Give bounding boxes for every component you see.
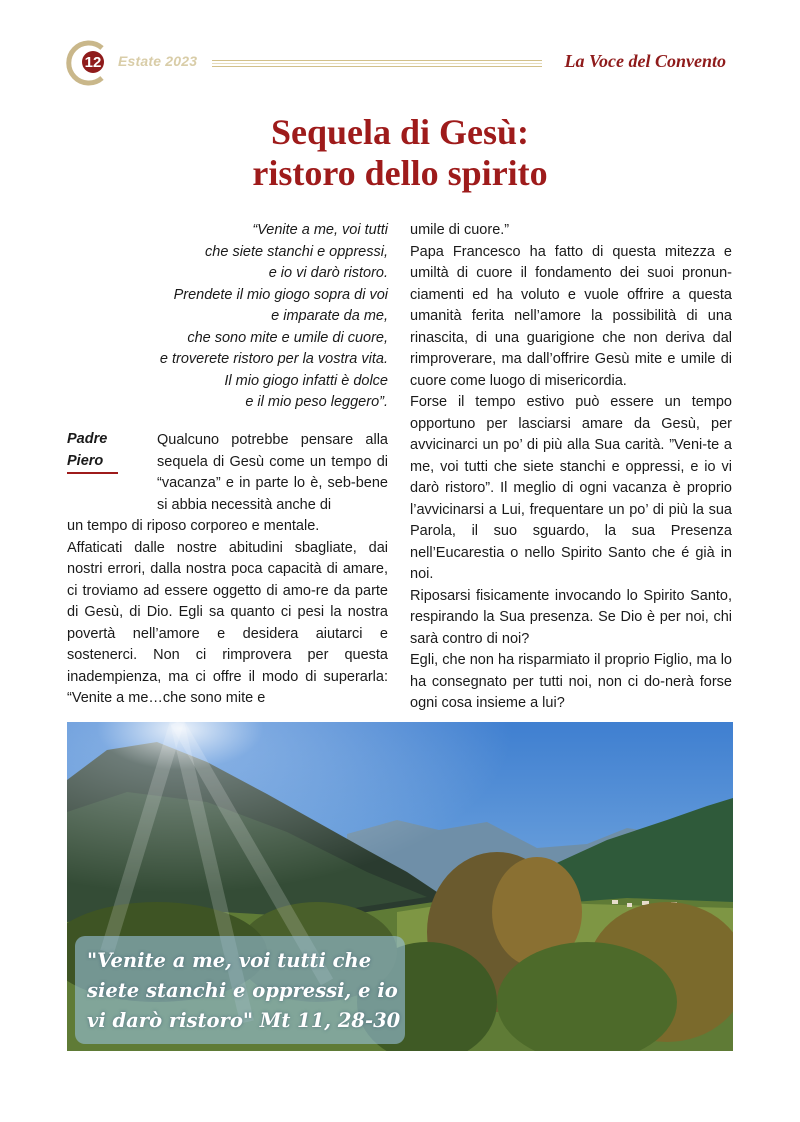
- epigraph-line: e imparate da me,: [271, 308, 388, 324]
- article-title-line-2: ristoro dello spirito: [252, 153, 548, 194]
- epigraph-line: e io vi darò ristoro.: [268, 265, 388, 281]
- body-paragraph: Papa Francesco ha fatto di questa mitezza e umiltà di cuore il fondamento dei suoi pronun-ciamenti ed ha voluto e vuole offrire a questa umanità ferita nell’amore la possibilità di una rinascita, di una guarigione che non deriva dal rimproverare, ma dall’offrire Gesù mite e umile di cuore come luogo di misericordia.: [410, 243, 732, 389]
- body-paragraph: Affaticati dalle nostre abitudini sbagliate, dai nostri errori, dalla nostra poca capacità di amare, ci troviamo ad essere oggetto di amo-re da parte di Gesù, di Dio. Egli sa quanto ci pesi la nostra povertà nell’amore e desidera aiutarci e sostenerci. Non ci rimprovera per questa inadempienza, ma ci offre il modo di superarla: “Venite a me…che sono mite e: [67, 539, 388, 706]
- photo-caption-box: [75, 936, 405, 1044]
- body-paragraph: Egli, che non ha risparmiato il proprio Figlio, ma lo ha consegnato per tutti noi, non ci do-nerà forse ogni cosa insieme a lui?: [410, 652, 732, 711]
- body-paragraph: Forse il tempo estivo può essere un tempo opportuno per lasciarsi amare da Gesù, per avvicinarci un po’ di più alla Sua carità. ”Veni-te a me, voi tutti che siete stanchi e oppressi, e io vi darò ristoro”. Il meglio di ogni vacanza è proprio l’avvicinarsi a Lui, frequentare un po’ di più la sua Parola, il suo sguardo, la sua Presenza nell’Eucarestia o nello Spirito Santo che é già in noi.: [410, 394, 732, 582]
- epigraph-line: che sono mite e umile di cuore,: [187, 329, 388, 346]
- mountain-landscape-photo: [67, 722, 733, 1051]
- left-column: [67, 516, 388, 710]
- epigraph-line: e troverete ristoro per la vostra vita.: [159, 351, 388, 367]
- article-title-line-1: Sequela di Gesù:: [270, 112, 530, 152]
- magazine-name: La Voce del Convento: [564, 51, 726, 71]
- epigraph-line: Il mio giogo infatti è dolce: [224, 372, 388, 389]
- intro-paragraph: [157, 430, 388, 516]
- right-column: [410, 220, 732, 715]
- issue-label: Estate 2023: [118, 53, 198, 69]
- intro-text: Qualcuno potrebbe pensare alla sequela di Gesù come un tempo di “vacanza” e in parte lo è, seb-bene si abbia necessità anche di: [157, 432, 388, 513]
- header-divider: [212, 60, 542, 67]
- author-underline: [67, 472, 118, 474]
- body-paragraph: umile di cuore.”: [410, 222, 510, 238]
- page-number: 12: [84, 54, 102, 71]
- photo-caption-line: "Venite a me, voi tutti che: [87, 949, 372, 972]
- body-paragraph: Riposarsi fisicamente invocando lo Spirito Santo, respirando la Sua presenza. Se Dio è per noi, chi sarà contro di noi?: [410, 587, 732, 647]
- photo-caption-line: siete stanchi e oppressi, e io: [87, 979, 398, 1002]
- author-name: Padre Piero: [67, 431, 108, 469]
- photo-caption-line: vi darò ristoro" Mt 11, 28-30: [87, 1009, 401, 1032]
- epigraph-line: che siete stanchi e oppressi,: [205, 243, 388, 260]
- epigraph-line: e il mio peso leggero”.: [245, 394, 388, 410]
- body-paragraph: un tempo di riposo corporeo e mentale.: [67, 518, 320, 534]
- epigraph-line: Prendete il mio giogo sopra di voi: [173, 286, 388, 303]
- article-title: [100, 112, 700, 195]
- epigraph-line: “Venite a me, voi tutti: [252, 222, 388, 238]
- epigraph-quote: [100, 220, 388, 414]
